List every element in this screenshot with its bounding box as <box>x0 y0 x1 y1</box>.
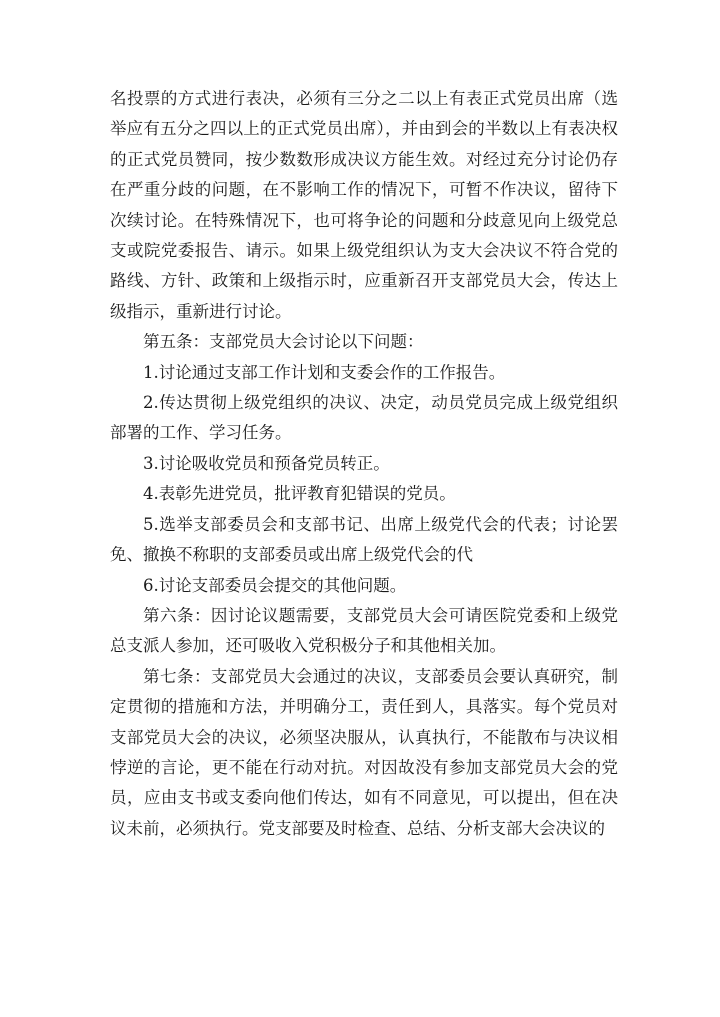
list-item-3: 3.讨论吸收党员和预备党员转正。 <box>143 453 390 473</box>
list-item-5: 5.选举支部委员会和支部书记、出席上级党代会的代表；讨论罢免、撤换不称职的支部委员或出席上级党代会的代 <box>110 514 618 565</box>
list-item-2: 2.传达贯彻上级党组织的决议、决定，动员党员完成上级党组织部署的工作、学习任务。 <box>110 393 618 443</box>
paragraph-article-7: 第七条：支部党员大会通过的决议，支部委员会要认真研究，制定贯彻的措施和方法，并明确分工，责任到人，具落实。每个党员对支部党员大会的决议，必须坚决服从，认真执行，不能散布与决议相悖逆的言论，更不能在行动对抗。对因故没有参加支部党员大会的党员，应由支书或支委向他们传达，如有不同意见，可以提出，但在决议未前，必须执行。党支部要及时检查、总结、分析支部大会决议的 <box>110 666 618 838</box>
paragraph-article-6: 第六条：因讨论议题需要，支部党员大会可请医院党委和上级党总支派人参加，还可吸收入党积极分子和其他相关加。 <box>110 605 618 656</box>
document-body <box>110 84 618 844</box>
list-item-1: 1.讨论通过支部工作计划和支委会作的工作报告。 <box>143 362 506 382</box>
list-item-6: 6.讨论支部委员会提交的其他问题。 <box>143 575 407 595</box>
paragraph-voting-rules: 名投票的方式进行表决，必须有三分之二以上有表正式党员出席（选举应有五分之四以上的正式党员出席），并由到会的半数以上有表决权的正式党员赞同，按少数数形成决议方能生效。对经过充分讨论仍存在严重分歧的问题，在不影响工作的情况下，可暂不作决议，留待下次续讨论。在特殊情况下，也可将争论的问题和分歧意见向上级党总支或院党委报告、请示。如果上级党组织认为支大会决议不符合党的路线、方针、政策和上级指示时，应重新召开支部党员大会，传达上级指示，重新进行讨论。 <box>110 89 618 321</box>
list-item-4: 4.表彰先进党员，批评教育犯错误的党员。 <box>143 484 456 504</box>
paragraph-article-5-heading: 第五条：支部党员大会讨论以下问题： <box>143 332 424 352</box>
